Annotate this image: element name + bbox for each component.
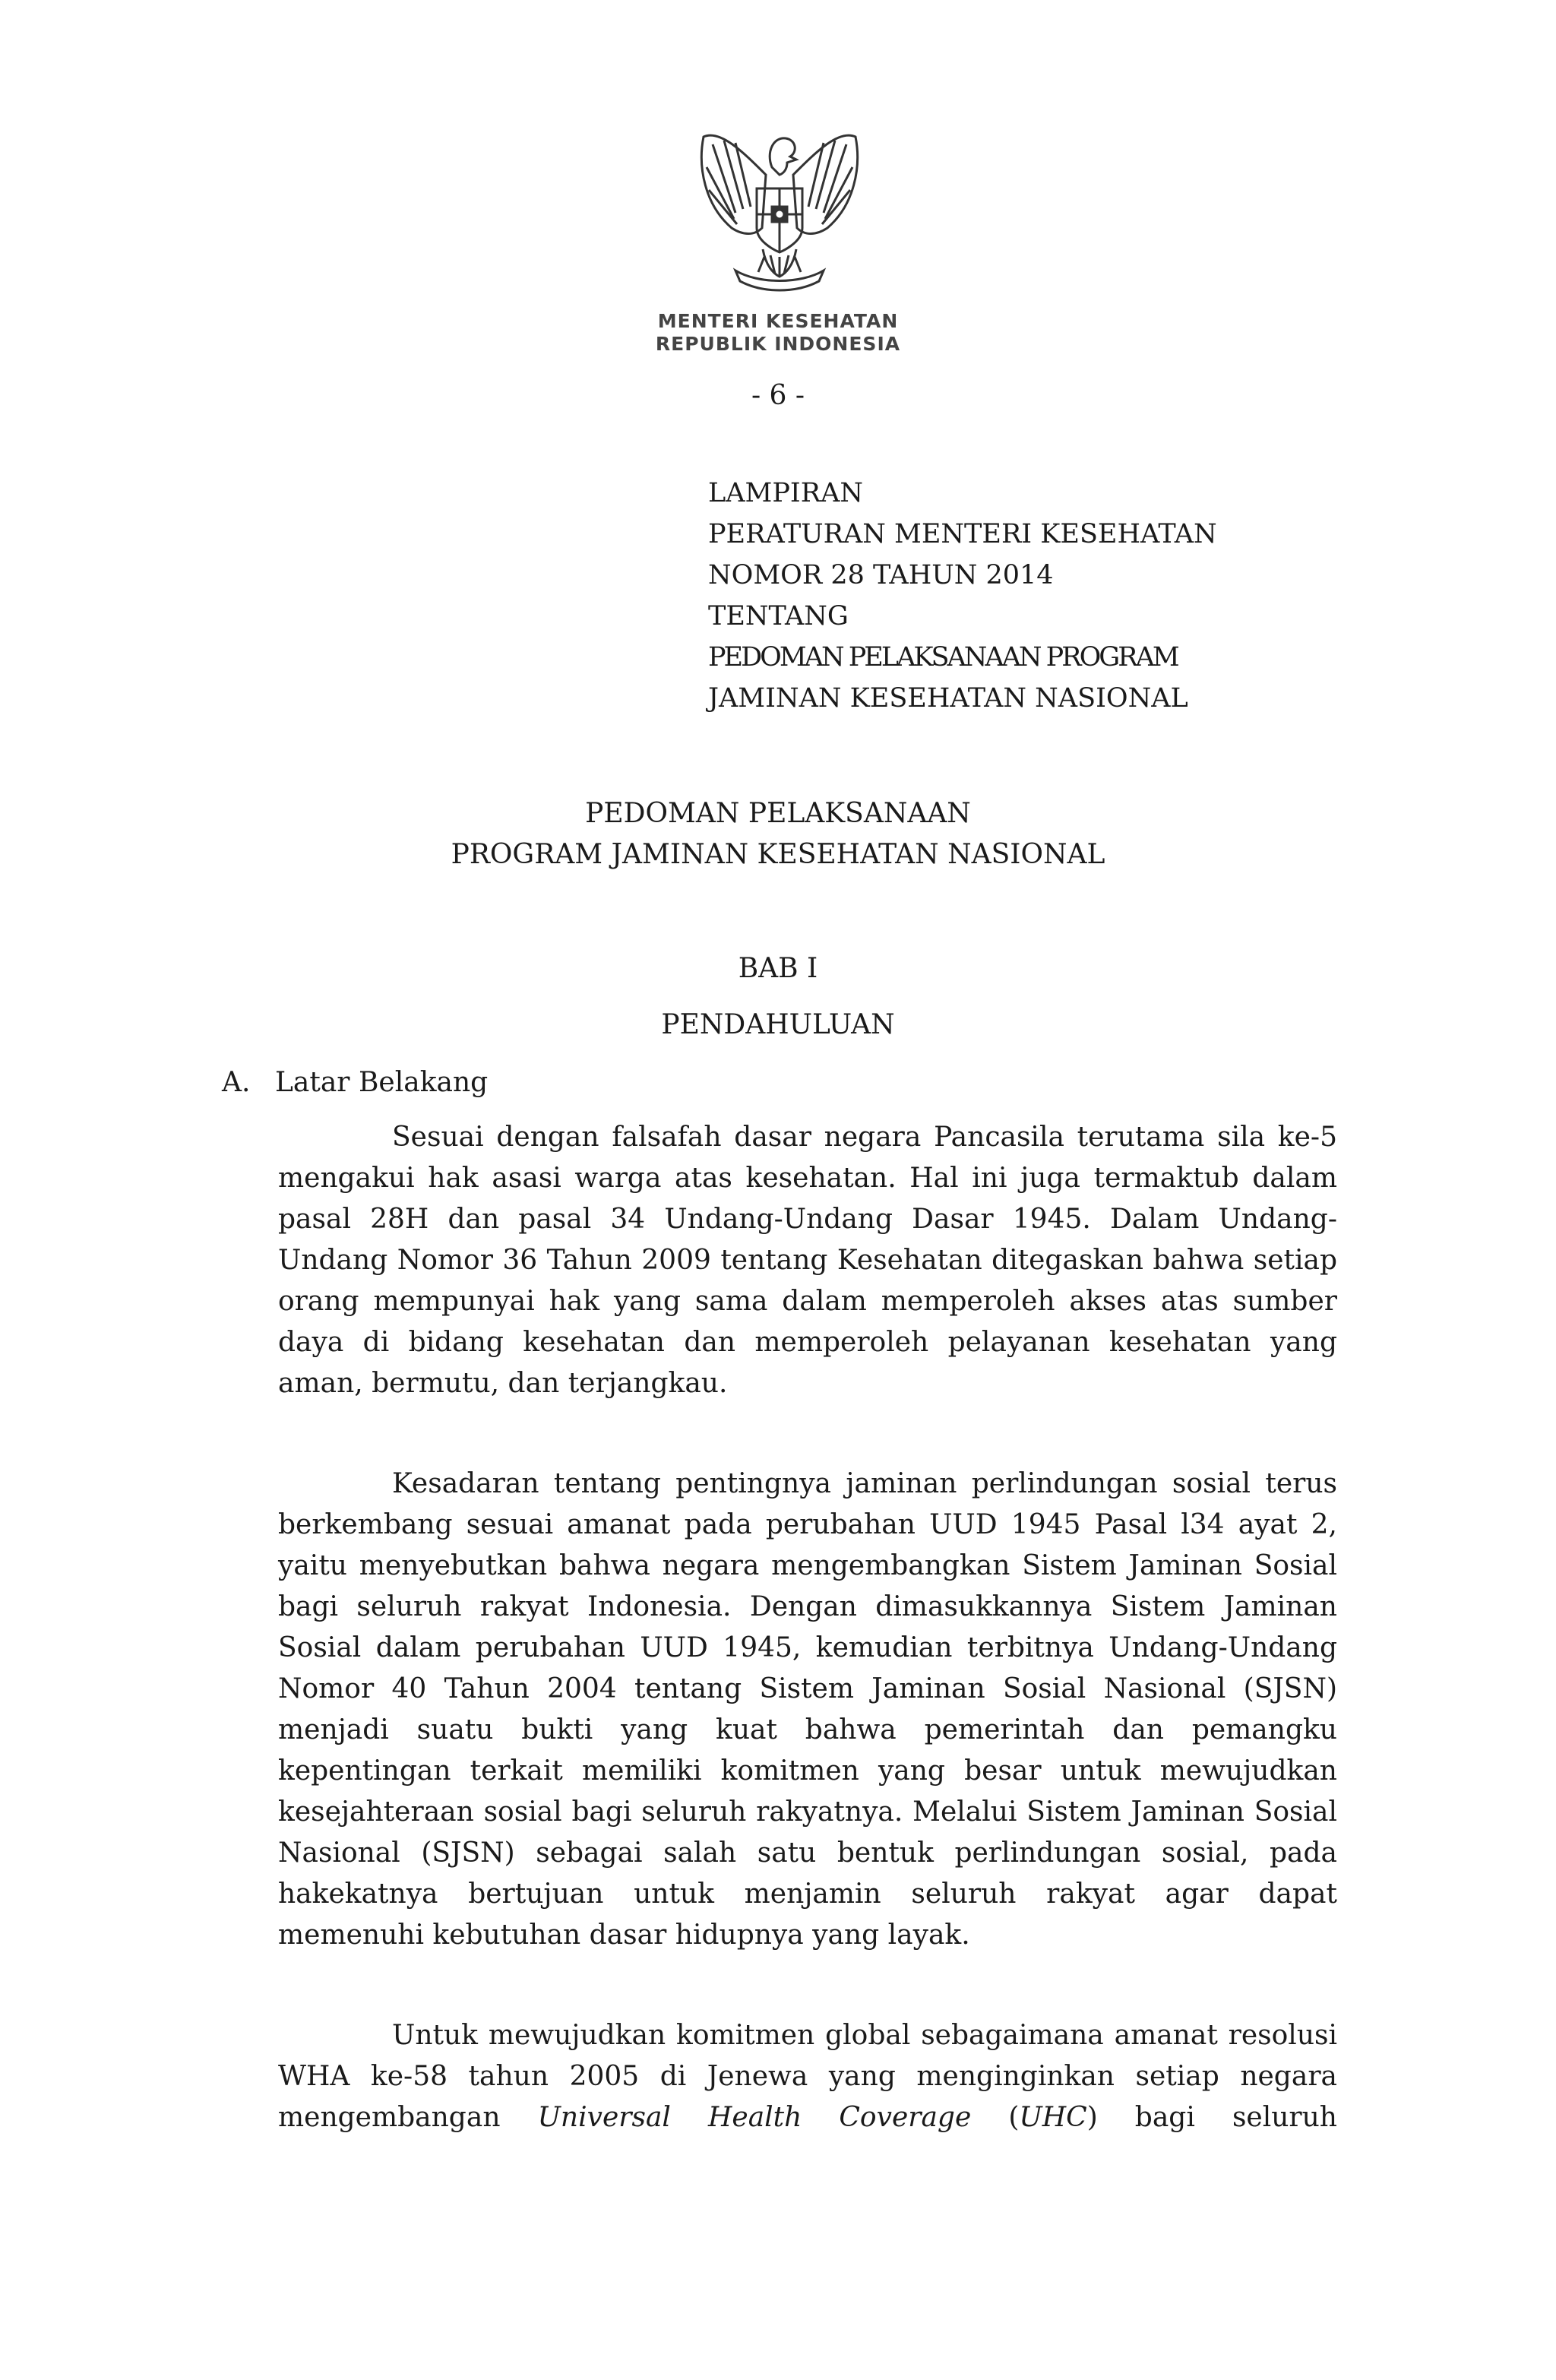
lampiran-line: LAMPIRAN	[708, 478, 863, 508]
paragraph-text: (	[971, 2102, 1020, 2133]
section-heading	[222, 1062, 488, 1103]
document-title-line-1: PEDOMAN PELAKSANAAN	[585, 798, 971, 829]
paragraph-2-block	[278, 1464, 1337, 1956]
ministry-caption	[577, 310, 979, 356]
ministry-line-1: MENTERI KESEHATAN	[657, 310, 899, 332]
lampiran-line: PEDOMAN PELAKSANAAN PROGRAM	[708, 642, 1178, 673]
paragraph	[278, 2015, 1337, 2138]
ministry-line-2: REPUBLIK INDONESIA	[655, 333, 901, 355]
italic-term: Universal Health Coverage	[537, 2102, 972, 2133]
lampiran-line: PERATURAN MENTERI KESEHATAN	[708, 519, 1217, 549]
garuda-icon	[690, 122, 869, 301]
paragraph: Sesuai dengan falsafah dasar negara Pancasila terutama sila ke-5 mengakui hak asasi warga atas kesehatan. Hal ini juga termaktub dalam pasal 28H dan pasal 34 Undang-Undang Dasar 1945. Dalam Undang-Undang Nomor 36 Tahun 2009 tentang Kesehatan ditegaskan bahwa setiap orang mempunyai hak yang sama dalam memperoleh akses atas sumber daya di bidang kesehatan dan memperoleh pelayanan kesehatan yang aman, bermutu, dan terjangkau.	[278, 1122, 1337, 1399]
chapter-number: BAB I	[738, 953, 818, 984]
lampiran-line: NOMOR 28 TAHUN 2014	[708, 560, 1054, 590]
paragraph-text: )	[1086, 2102, 1098, 2133]
lampiran-line: TENTANG	[708, 601, 849, 631]
section-letter: A.	[222, 1067, 251, 1098]
italic-term: UHC	[1019, 2102, 1087, 2133]
paragraph-text: Untuk mewujudkan komitmen global sebagaimana amanat resolusi WHA ke-58 tahun 2005 di Jenewa yang menginginkan setiap negara mengembangan	[278, 2020, 1337, 2133]
lampiran-block	[708, 473, 1301, 719]
page-number: - 6 -	[751, 380, 805, 411]
paragraph-text: bagi seluruh	[1097, 2102, 1337, 2133]
paragraph: Kesadaran tentang pentingnya jaminan perlindungan sosial terus berkembang sesuai amanat pada perubahan UUD 1945 Pasal l34 ayat 2, yaitu menyebutkan bahwa negara mengembangkan Sistem Jaminan Sosial bagi seluruh rakyat Indonesia. Dengan dimasukkannya Sistem Jaminan Sosial dalam perubahan UUD 1945, kemudian terbitnya Undang-Undang Nomor 40 Tahun 2004 tentang Sistem Jaminan Sosial Nasional (SJSN) menjadi suatu bukti yang kuat bahwa pemerintah dan pemangku kepentingan terkait memiliki komitmen yang besar untuk mewujudkan kesejahteraan sosial bagi seluruh rakyatnya. Melalui Sistem Jaminan Sosial Nasional (SJSN) sebagai salah satu bentuk perlindungan sosial, pada hakekatnya bertujuan untuk menjamin seluruh rakyat agar dapat memenuhi kebutuhan dasar hidupnya yang layak.	[278, 1468, 1337, 1951]
paragraph-1-block	[278, 1117, 1337, 1404]
garuda-emblem	[690, 122, 869, 301]
paragraph-3-block	[278, 2015, 1337, 2138]
chapter-name: PENDAHULUAN	[661, 1009, 895, 1040]
document-title-line-2: PROGRAM JAMINAN KESEHATAN NASIONAL	[451, 839, 1105, 870]
lampiran-line: JAMINAN KESEHATAN NASIONAL	[708, 683, 1188, 714]
section-title: Latar Belakang	[275, 1067, 489, 1098]
